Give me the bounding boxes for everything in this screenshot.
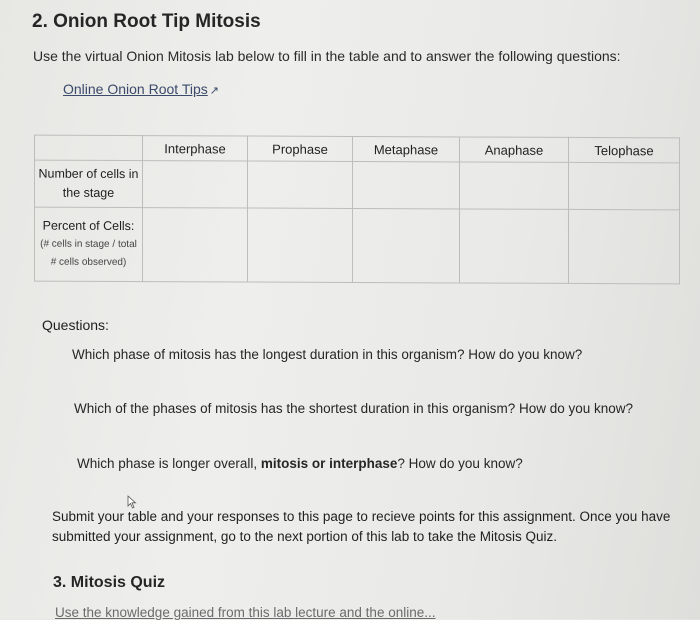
- section-3-title: 3. Mitosis Quiz: [53, 574, 166, 591]
- question-3-text-start: Which phase is longer overall,: [77, 456, 261, 471]
- online-onion-root-tips-link[interactable]: [63, 81, 219, 97]
- header-anaphase: Anaphase: [460, 137, 569, 162]
- mouse-pointer-icon: [127, 495, 137, 509]
- percent-formula-line1: (# cells in stage / total: [40, 238, 137, 251]
- header-interphase: Interphase: [143, 136, 248, 161]
- header-metaphase: Metaphase: [353, 136, 460, 161]
- table-row: [35, 207, 680, 284]
- cell-interphase-percent[interactable]: [143, 208, 248, 282]
- link-label: Online Onion Root Tips: [63, 81, 208, 97]
- cell-prophase-percent[interactable]: [248, 208, 353, 282]
- submit-instructions: Submit your table and your responses to this page to recieve points for this assignment. Once you have submitted your assignment, go to the next portion of this lab to take the Mitosis Quiz.: [52, 509, 671, 544]
- cell-prophase-count[interactable]: [248, 161, 353, 208]
- cell-metaphase-count[interactable]: [353, 161, 460, 208]
- external-link-icon: ↗: [209, 85, 219, 97]
- cell-interphase-count[interactable]: [143, 161, 248, 208]
- header-telophase: Telophase: [569, 137, 680, 162]
- question-2: Which of the phases of mitosis has the shortest duration in this organism? How do you know?: [74, 401, 634, 416]
- cell-anaphase-count[interactable]: [460, 162, 569, 209]
- mitosis-data-table: [34, 135, 680, 285]
- table-header-blank: [35, 135, 143, 160]
- percent-label: Percent of Cells:: [42, 218, 135, 234]
- header-prophase: Prophase: [248, 136, 353, 161]
- cell-metaphase-percent[interactable]: [353, 208, 460, 282]
- table-row: [35, 160, 680, 210]
- percent-formula-line2: # cells observed): [50, 256, 127, 268]
- row-label-number-of-cells: Number of cells in the stage: [35, 160, 143, 207]
- table-header-row: [35, 135, 680, 163]
- row-label-percent-of-cells: [35, 207, 143, 281]
- section-3-intro-cut: Use the knowledge gained from this lab lecture and the online...: [55, 605, 436, 620]
- cell-anaphase-percent[interactable]: [460, 209, 569, 283]
- questions-heading: Questions:: [42, 317, 109, 333]
- question-3: [77, 456, 523, 471]
- intro-text: Use the virtual Onion Mitosis lab below to fill in the table and to answer the following questions:: [33, 48, 621, 64]
- question-1: Which phase of mitosis has the longest duration in this organism? How do you know?: [72, 347, 583, 362]
- cell-telophase-count[interactable]: [569, 162, 680, 209]
- page-title: 2. Onion Root Tip Mitosis: [32, 11, 261, 32]
- question-3-text-end: ? How do you know?: [397, 456, 523, 471]
- question-3-bold: mitosis or interphase: [260, 456, 398, 471]
- cell-telophase-percent[interactable]: [569, 209, 680, 283]
